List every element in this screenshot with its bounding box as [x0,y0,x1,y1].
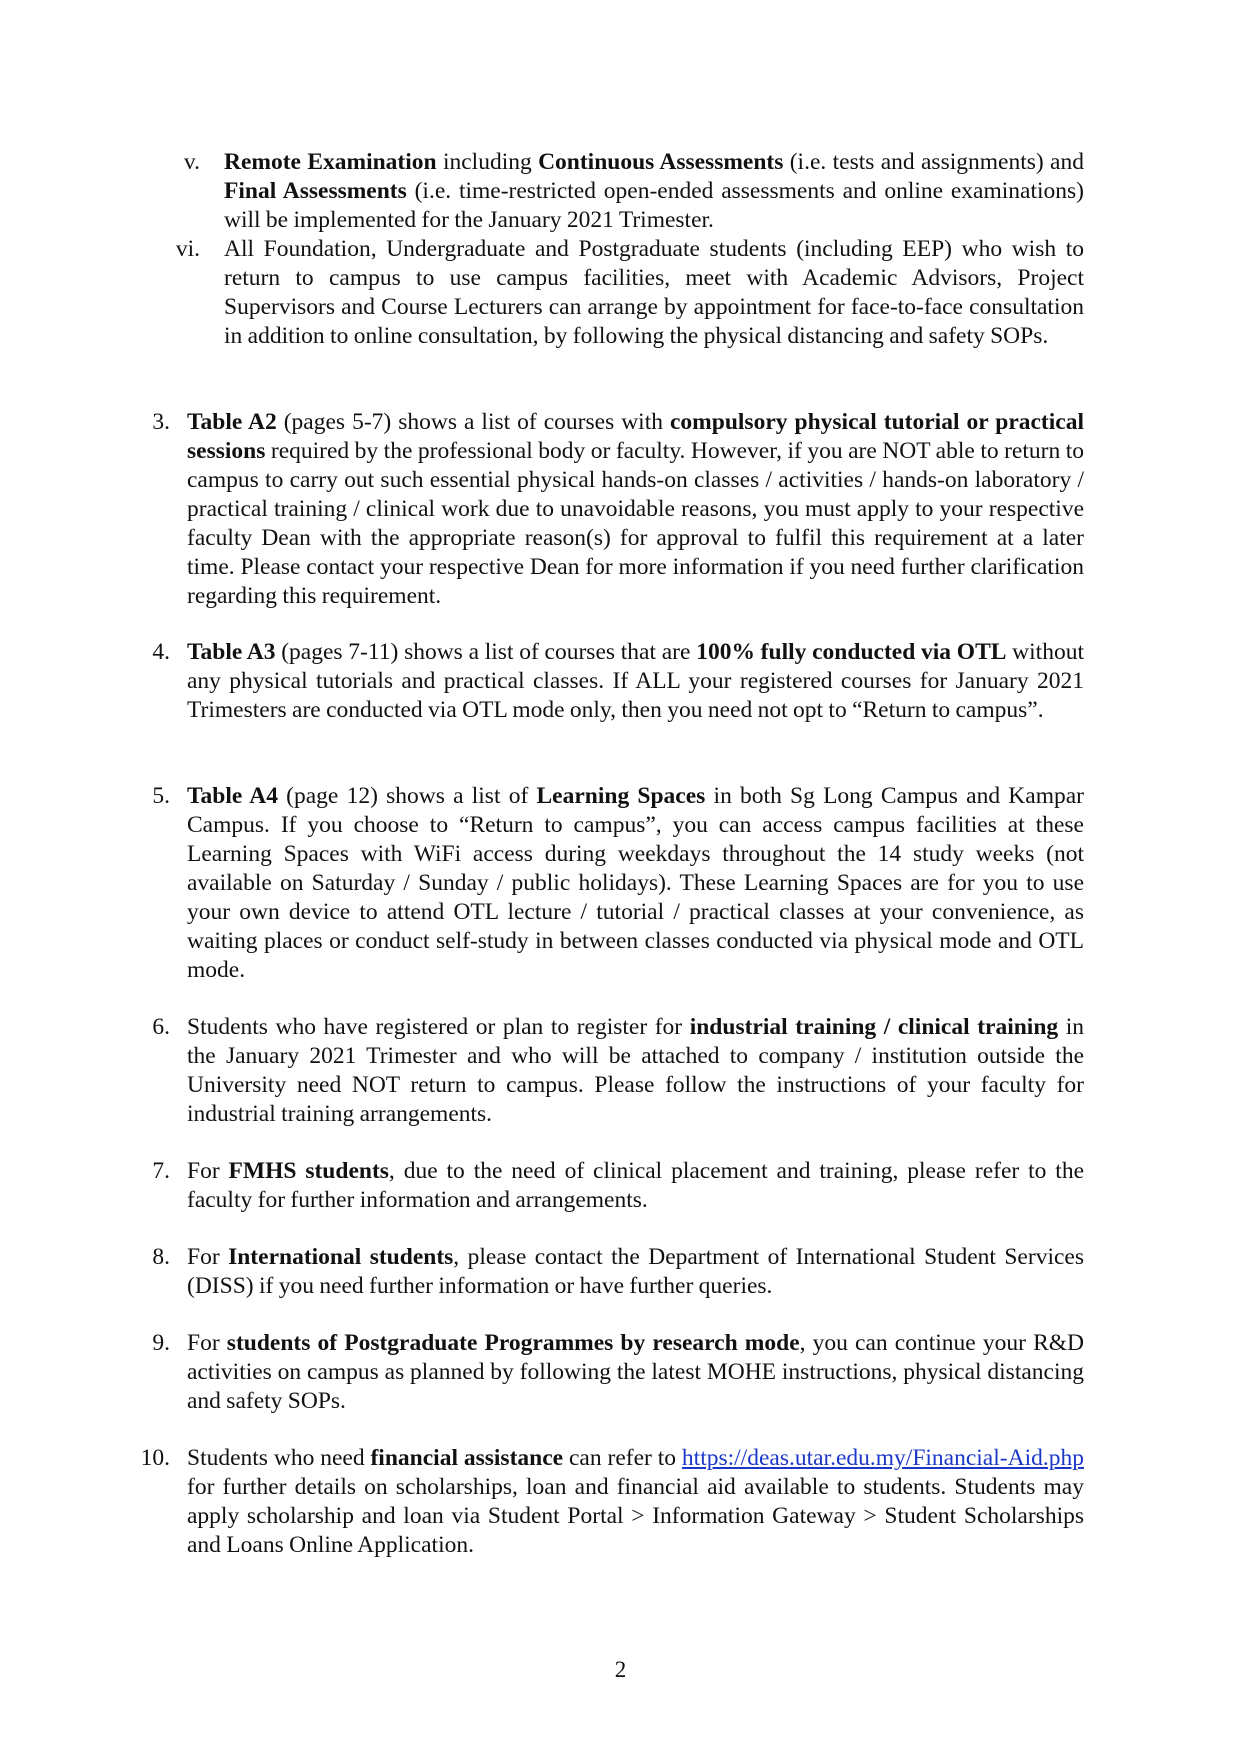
text-run: (page 12) shows a list of [277,783,537,809]
item-number-10: 10. [140,1445,170,1471]
text-run: (i.e. time-restricted open-ended assessments and online examinations) will be implemented for the January 2021 Trimester. [224,178,1084,233]
item-financial-assistance [187,1444,1084,1560]
bold-phrase: International students [228,1244,454,1270]
subitem-text [224,235,1084,351]
subitem-text [224,148,1084,235]
item-number-9: 9. [152,1330,170,1356]
bold-phrase: 100% fully conducted via OTL [696,639,1007,665]
text-run: For [187,1330,227,1356]
bold-phrase: Learning Spaces [536,783,706,809]
text-run: , you can continue your R&D activities on campus as planned by following the latest MOHE instructions, physical distancing and safety SOPs. [187,1330,1084,1414]
bold-phrase: Table A2 [187,409,277,435]
item-number-5: 5. [152,783,170,809]
text-run: (i.e. tests and assignments) and [783,149,1084,175]
item-text [187,782,1084,985]
item-fmhs-students [187,1157,1084,1215]
text-run: For [187,1244,229,1270]
text-run: For [187,1158,229,1184]
text-run: for further details on scholarships, loan and financial aid available to students. Students may apply scholarship and loan via Student Portal > Information Gateway > Student Scholarships and Loans Online Application. [187,1474,1084,1558]
item-table-a4 [187,782,1084,985]
item-number-4: 4. [152,639,170,665]
text-run: Students who need [187,1445,371,1471]
text-run: without any physical tutorials and practical classes. If ALL your registered courses for January 2021 Trimesters are conducted via OTL mode only, then you need not opt to “Return to campus”. [187,639,1084,723]
subitem-campus-facilities [224,235,1084,351]
bold-phrase: Table A4 [187,783,278,809]
bold-phrase: Continuous Assessments [538,149,784,175]
bold-phrase: financial assistance [370,1445,564,1471]
item-text [187,1444,1084,1560]
bold-phrase: FMHS students [228,1158,389,1184]
item-text [187,408,1084,611]
item-international-students [187,1243,1084,1301]
item-text [187,638,1084,725]
bold-phrase: Table A3 [187,639,276,665]
text-run: in both Sg Long Campus and Kampar Campus. If you choose to “Return to campus”, you can access campus facilities at these Learning Spaces with WiFi access during weekdays throughout the 14 study weeks (not available on Saturday / Sunday / public holidays). These Learning Spaces are for you to use your own device to attend OTL lecture / tutorial / practical classes at your convenience, as waiting places or conduct self-study in between classes conducted via physical mode and OTL mode. [187,783,1084,983]
item-table-a3 [187,638,1084,725]
text-run: required by the professional body or faculty. However, if you are NOT able to return to campus to carry out such essential physical hands-on classes / activities / hands-on laboratory / practical training / clinical work due to unavoidable reasons, you must apply to your respective faculty Dean with the appropriate reason(s) for approval to fulfil this requirement at a later time. Please contact your respective Dean for more information if you need further clarification regarding this requirement. [187,438,1084,609]
text-run: All Foundation, Undergraduate and Postgraduate students (including EEP) who wish to return to campus to use campus facilities, meet with Academic Advisors, Project Supervisors and Course Lecturers can arrange by appointment for face-to-face consultation in addition to online consultation, by following the physical distancing and safety SOPs. [224,236,1084,349]
text-run: in the January 2021 Trimester and who will be attached to company / institution outside the University need NOT return to campus. Please follow the instructions of your faculty for industrial training arrangements. [187,1014,1085,1127]
bold-phrase: Remote Examination [224,149,437,175]
subitem-label-vi: vi. [175,236,200,262]
bold-phrase: students of Postgraduate Programmes by research mode [226,1330,800,1356]
item-table-a2 [187,408,1084,611]
page-number: 2 [614,1657,627,1682]
item-text [187,1157,1084,1215]
item-text [187,1243,1084,1301]
text-run: (pages 5-7) shows a list of courses with [276,409,670,435]
item-number-6: 6. [152,1014,170,1040]
text-run: (pages 7-11) shows a list of courses that are [275,639,697,665]
text-run: including [436,149,539,175]
bold-phrase: Final Assessments [224,178,407,204]
bold-phrase: compulsory physical tutorial or practical sessions [187,409,1084,464]
text-run: can refer to [563,1445,682,1471]
item-number-3: 3. [152,409,170,435]
bold-phrase: industrial training / clinical training [689,1014,1059,1040]
financial-aid-link[interactable]: https://deas.utar.edu.my/Financial-Aid.php [681,1445,1084,1471]
item-text [187,1329,1084,1416]
text-run: , due to the need of clinical placement and training, please refer to the faculty for further information and arrangements. [187,1158,1084,1213]
subitem-remote-examination [224,148,1084,235]
item-number-7: 7. [152,1158,170,1184]
text-run: , please contact the Department of International Student Services (DISS) if you need further information or have further queries. [187,1244,1084,1299]
subitem-label-v: v. [183,149,200,175]
item-text [187,1013,1084,1129]
item-industrial-training [187,1013,1084,1129]
item-number-8: 8. [152,1244,170,1270]
text-run: Students who have registered or plan to register for [187,1014,690,1040]
item-postgraduate-research [187,1329,1084,1416]
